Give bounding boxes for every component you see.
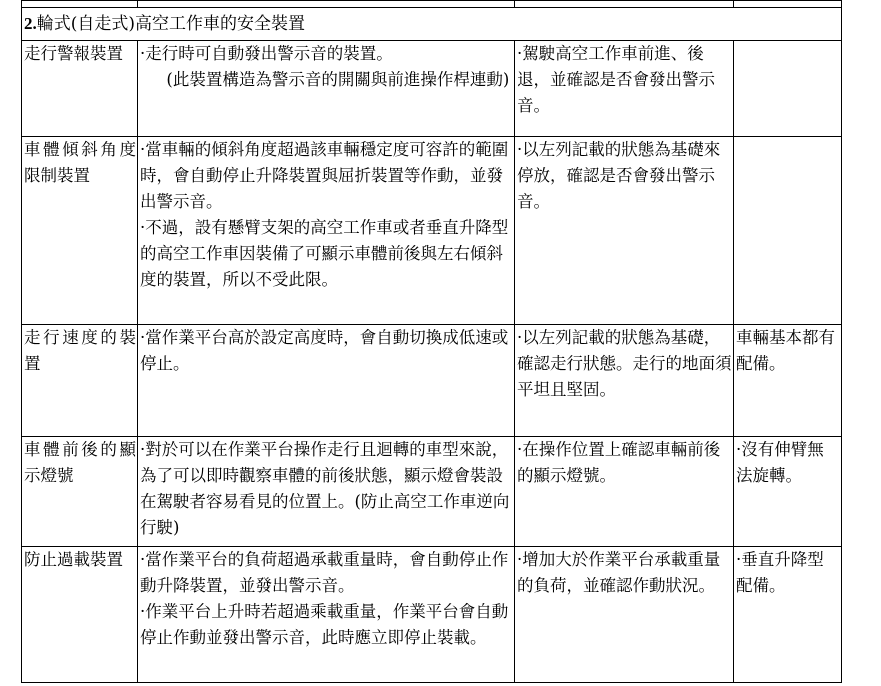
device-description-cell bbox=[138, 547, 515, 683]
inspection-method-cell: ·以左列記載的狀態為基礎來停放，確認是否會發出警示音。 bbox=[515, 137, 734, 325]
device-name-cell: 車體傾斜角度限制裝置 bbox=[22, 137, 138, 325]
description-line: ·當作業平台的負荷超過承載重量時，會自動停止作動升降裝置，並發出警示音。 bbox=[140, 550, 509, 595]
remark-cell bbox=[734, 41, 842, 137]
section-number: 2. bbox=[24, 14, 37, 33]
device-name-cell: 防止過載裝置 bbox=[22, 547, 138, 683]
device-name-cell: 走行速度的裝置 bbox=[22, 325, 138, 437]
table-row bbox=[22, 137, 842, 325]
description-line: ·作業平台上升時若超過乘載重量，作業平台會自動停止作動並發出警示音，此時應立即停止裝載。 bbox=[140, 602, 509, 647]
description-line: ·不過，設有懸臂支架的高空工作車或者垂直升降型的高空工作車因裝備了可顯示車體前後與左右傾斜度的裝置，所以不受此限。 bbox=[140, 218, 509, 289]
table-row bbox=[22, 437, 842, 547]
section-header-row bbox=[22, 8, 842, 41]
device-description-cell bbox=[138, 41, 515, 137]
remark-cell: ·垂直升降型配備。 bbox=[734, 547, 842, 683]
safety-device-table bbox=[21, 0, 842, 683]
table-row bbox=[22, 325, 842, 437]
device-description-cell bbox=[138, 137, 515, 325]
device-name-cell: 車體前後的顯示燈號 bbox=[22, 437, 138, 547]
description-line: ·當車輛的傾斜角度超過該車輛穩定度可容許的範圍時，會自動停止升降裝置與屈折裝置等作動，並發出警示音。 bbox=[140, 140, 509, 211]
document-page bbox=[21, 0, 841, 683]
device-description-cell bbox=[138, 325, 515, 437]
remark-cell bbox=[734, 137, 842, 325]
description-line: ·對於可以在作業平台操作走行且迴轉的車型來說，為了可以即時觀察車體的前後狀態，顯示燈會裝設在駕駛者容易看見的位置上。(防止高空工作車逆向行駛) bbox=[140, 440, 510, 537]
table-row bbox=[22, 41, 842, 137]
section-header bbox=[22, 8, 842, 41]
remark-cell: ·沒有伸臂無法旋轉。 bbox=[734, 437, 842, 547]
inspection-method-cell: ·在操作位置上確認車輛前後的顯示燈號。 bbox=[515, 437, 734, 547]
inspection-method-cell: ·以左列記載的狀態為基礎，確認走行狀態。走行的地面須平坦且堅固。 bbox=[515, 325, 734, 437]
description-line: ·走行時可自動發出警示音的裝置。 bbox=[140, 44, 393, 63]
description-line: (此裝置構造為警示音的開關與前進操作桿連動) bbox=[166, 70, 510, 89]
description-line: ·當作業平台高於設定高度時，會自動切換成低速或停止。 bbox=[140, 328, 509, 373]
table-row bbox=[22, 547, 842, 683]
device-description-cell bbox=[138, 437, 515, 547]
section-title: 輪式(自走式)高空工作車的安全裝置 bbox=[36, 14, 306, 34]
table-top-stub-row bbox=[22, 1, 842, 8]
remark-cell: 車輛基本都有配備。 bbox=[734, 325, 842, 437]
device-name-cell: 走行警報裝置 bbox=[22, 41, 138, 137]
inspection-method-cell: ·駕駛高空工作車前進、後退，並確認是否會發出警示音。 bbox=[515, 41, 734, 137]
inspection-method-cell: ·增加大於作業平台承載重量的負荷，並確認作動狀況。 bbox=[515, 547, 734, 683]
